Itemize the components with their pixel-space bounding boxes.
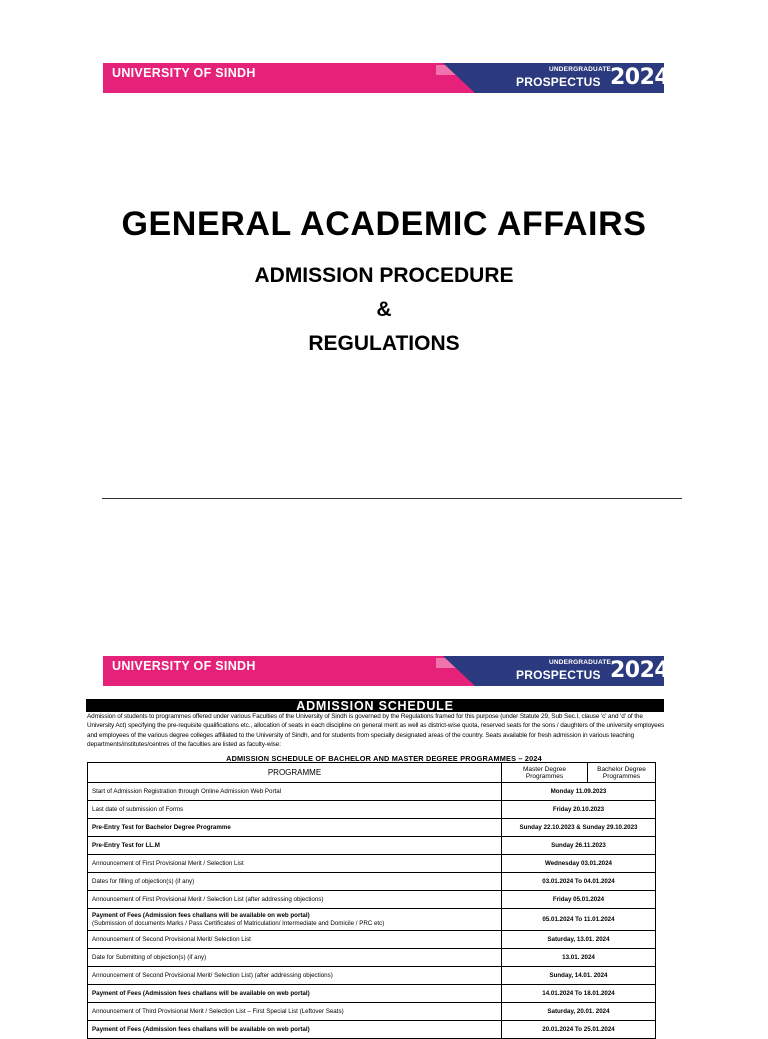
date-cell: Saturday, 20.01. 2024 <box>502 1003 656 1021</box>
date-cell: Sunday 26.11.2023 <box>502 837 656 855</box>
programme-text: Payment of Fees (Admission fees challans will be available on web portal) <box>92 912 310 919</box>
date-cell: 20.01.2024 To 25.01.2024 <box>502 1021 656 1039</box>
table-row <box>88 891 656 909</box>
table-row <box>88 909 656 931</box>
programme-cell: Last date of submission of Forms <box>88 801 502 819</box>
prospectus-year: 2024 <box>610 65 670 90</box>
table-row <box>88 949 656 967</box>
page-title: GENERAL ACADEMIC AFFAIRS <box>121 205 647 243</box>
programme-cell: Announcement of Second Provisional Merit/ Selection List) (after addressing objections) <box>88 967 502 985</box>
date-cell: Friday 20.10.2023 <box>502 801 656 819</box>
date-cell: Sunday 22.10.2023 & Sunday 29.10.2023 <box>502 819 656 837</box>
subtitle-admission-procedure: ADMISSION PROCEDURE <box>254 264 514 287</box>
header-banner-page-2 <box>103 656 670 686</box>
table-row <box>88 855 656 873</box>
undergraduate-label: UNDERGRADUATE <box>549 659 612 666</box>
table-row <box>88 783 656 801</box>
horizontal-divider <box>102 498 682 499</box>
date-cell: Saturday, 13.01. 2024 <box>502 931 656 949</box>
date-cell: 03.01.2024 To 04.01.2024 <box>502 873 656 891</box>
programme-cell: Pre-Entry Test for Bachelor Degree Programme <box>88 819 502 837</box>
subtitle-ampersand: & <box>376 298 392 321</box>
date-cell: 13.01. 2024 <box>502 949 656 967</box>
date-cell: 05.01.2024 To 11.01.2024 <box>502 909 656 931</box>
table-row <box>88 1003 656 1021</box>
table-row <box>88 819 656 837</box>
programme-cell: Announcement of Second Provisional Merit/ Selection List <box>88 931 502 949</box>
date-cell: Friday 05.01.2024 <box>502 891 656 909</box>
date-cell: Wednesday 03.01.2024 <box>502 855 656 873</box>
table-row <box>88 967 656 985</box>
table-row <box>88 985 656 1003</box>
subtitle-regulations: REGULATIONS <box>308 332 460 355</box>
university-name: UNIVERSITY OF SINDH <box>112 659 256 673</box>
schedule-table-body <box>88 783 656 1039</box>
prospectus-label: PROSPECTUS <box>516 668 601 682</box>
table-row <box>88 837 656 855</box>
date-cell: Monday 11.09.2023 <box>502 783 656 801</box>
table-row <box>88 1021 656 1039</box>
undergraduate-label: UNDERGRADUATE <box>549 66 612 73</box>
programme-cell: Payment of Fees (Admission fees challans will be available on web portal) <box>88 1021 502 1039</box>
programme-cell: Pre-Entry Test for LL.M <box>88 837 502 855</box>
programme-cell: Payment of Fees (Admission fees challans will be available on web portal) <box>88 985 502 1003</box>
prospectus-year: 2024 <box>610 658 670 683</box>
programme-cell: Dates for filling of objection(s) (if any) <box>88 873 502 891</box>
table-row <box>88 801 656 819</box>
university-name: UNIVERSITY OF SINDH <box>112 66 256 80</box>
schedule-table-title: ADMISSION SCHEDULE OF BACHELOR AND MASTER DEGREE PROGRAMMES – 2024 <box>226 754 542 763</box>
column-header-bachelor: Bachelor Degree Programmes <box>588 763 656 783</box>
programme-cell <box>88 909 502 931</box>
table-header-row <box>88 763 656 783</box>
prospectus-label: PROSPECTUS <box>516 75 601 89</box>
table-row <box>88 931 656 949</box>
programme-note: (Submission of documents Marks / Pass Certificates of Matriculation/ Intermediate and Domicile / PRC etc) <box>92 919 385 927</box>
intro-paragraph: Admission of students to programmes offered under various Faculties of the University of Sindh is governed by the Regulations framed for this purpose (under Statute 29, Sub Sec.I, clause 'c' and 'd' of the University Act) specifying the pre-requisite qualifications etc., allocation of seats in each discipline on general merit as well as district-wise quota, reserved seats for the sons / daughters of the university employees and employees of the various degree colleges affiliated to the University of Sindh, and for students from specially designated areas of the country. Seats available for fresh admission in various teaching departments/institutes/centres of the faculties are listed as faculty-wise: <box>87 713 665 748</box>
programme-cell: Announcement of Third Provisional Merit / Selection List – First Special List (Leftover Seats) <box>88 1003 502 1021</box>
programme-cell: Announcement of First Provisional Merit / Selection List <box>88 855 502 873</box>
header-banner <box>103 63 670 93</box>
table-row <box>88 873 656 891</box>
date-cell: Sunday, 14.01. 2024 <box>502 967 656 985</box>
schedule-table <box>87 762 656 1039</box>
programme-cell: Start of Admission Registration through Online Admission Web Portal <box>88 783 502 801</box>
programme-cell: Date for Submitting of objection(s) (if any) <box>88 949 502 967</box>
admission-schedule-heading: ADMISSION SCHEDULE <box>86 699 664 712</box>
programme-cell: Announcement of First Provisional Merit / Selection List (after addressing objections) <box>88 891 502 909</box>
date-cell: 14.01.2024 To 18.01.2024 <box>502 985 656 1003</box>
column-header-programme: PROGRAMME <box>88 763 502 783</box>
column-header-master: Master Degree Programmes <box>502 763 588 783</box>
